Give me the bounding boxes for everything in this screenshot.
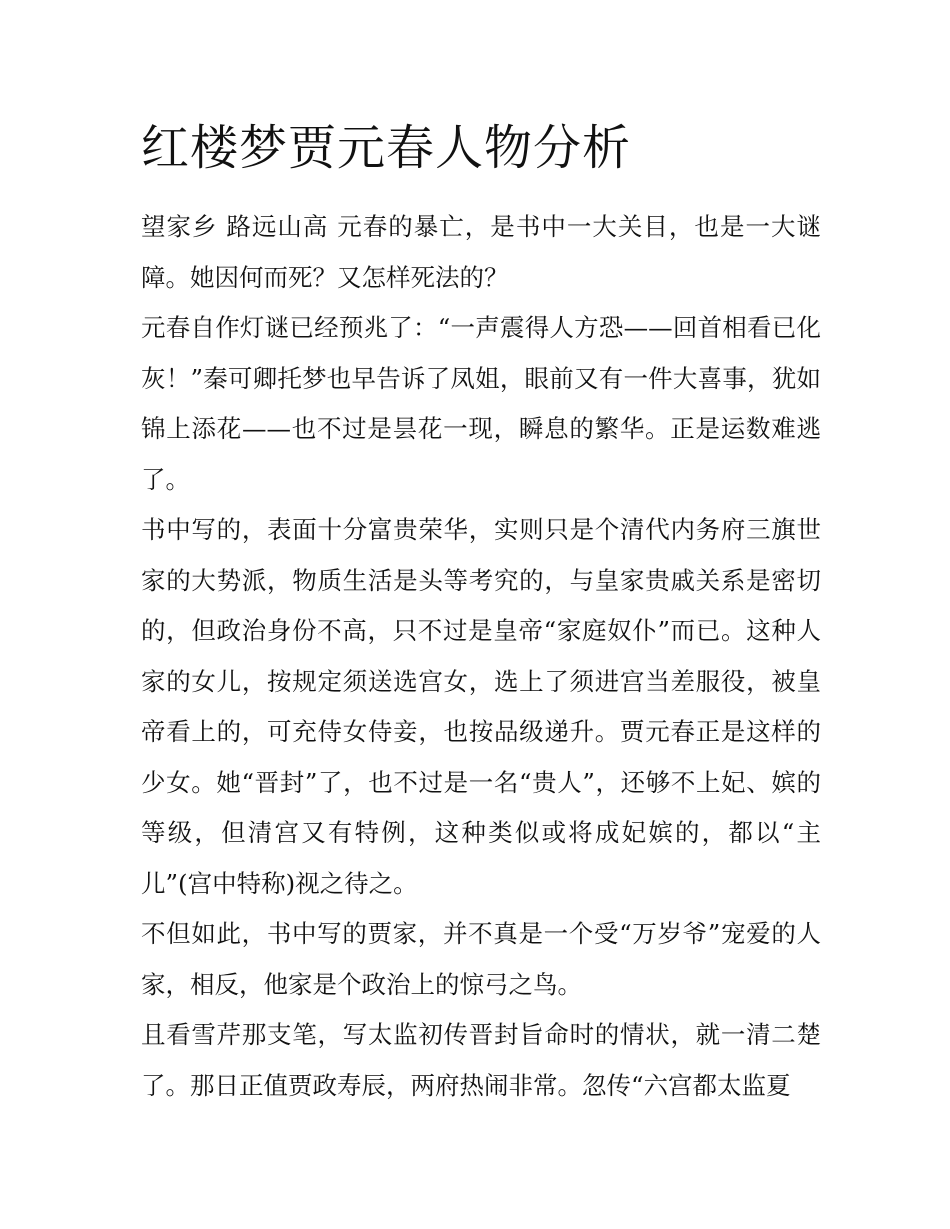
- paragraph-5: 且看雪芹那支笔，写太监初传晋封旨命时的情状，就一清二楚了。那日正值贾政寿辰，两府热闹非常。忽传“六宫都太监夏: [141, 1020, 821, 1100]
- paragraph-3: 书中写的，表面十分富贵荣华，实则只是个清代内务府三旗世家的大势派，物质生活是头等考究的，与皇家贵戚关系是密切的，但政治身份不高，只不过是皇帝“家庭奴仆”而已。这种人家的女儿，按规定须送选宫女，选上了须进宫当差服役，被皇帝看上的，可充侍女侍妾，也按品级递升。贾元春正是这样的少女。她“晋封”了，也不过是一名“贵人”，还够不上妃、嫔的等级，但清宫又有特例，这种类似或将成妃嫔的，都以“主儿”(宫中特称)视之待之。: [141, 515, 821, 898]
- paragraph-1: 望家乡 路远山高 元春的暴亡，是书中一大关目，也是一大谜障。她因何而死？又怎样死法的？: [141, 212, 821, 292]
- paragraph-2: 元春自作灯谜已经预兆了：“一声震得人方恐——回首相看已化灰！”秦可卿托梦也早告诉了凤姐，眼前又有一件大喜事，犹如锦上添花——也不过是昙花一现，瞬息的繁华。正是运数难逃了。: [141, 313, 821, 494]
- document-title: 红楼梦贾元春人物分析: [141, 120, 632, 176]
- paragraph-4: 不但如此，书中写的贾家，并不真是一个受“万岁爷”宠爱的人家，相反，他家是个政治上的惊弓之鸟。: [141, 919, 821, 999]
